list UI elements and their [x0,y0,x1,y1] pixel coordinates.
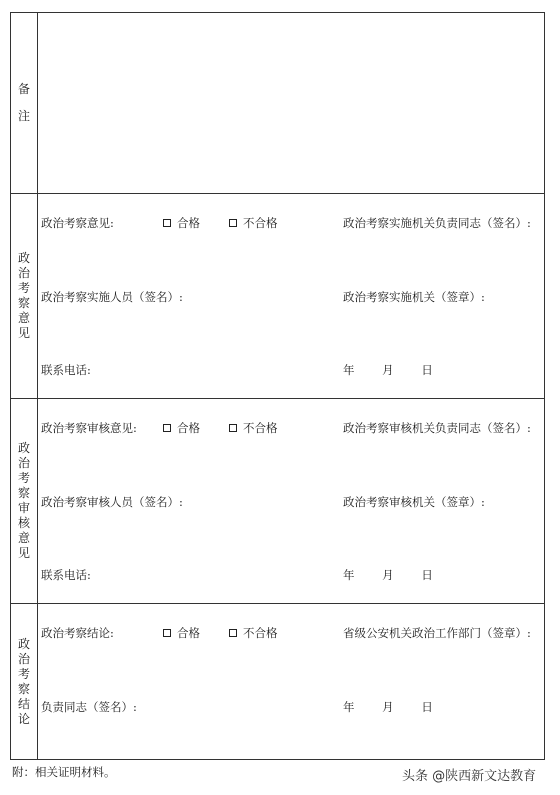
remarks-label-char: 注 [17,109,30,123]
date-day: 日 [421,363,433,377]
remarks-field[interactable] [38,13,545,194]
conclusion-fail-checkbox[interactable] [229,625,278,641]
checkbox-label: 合格 [177,216,200,230]
checkbox-icon [163,629,171,637]
attachment-footnote: 附：相关证明材料。 [12,765,116,779]
opinion-org-seal: 政治考察实施机关（签章）: [343,290,485,304]
checkbox-icon [163,424,171,432]
remarks-label-char: 备 [17,82,30,96]
date-year: 年 [343,568,355,582]
date-month: 月 [382,568,394,582]
conclusion-label [11,604,38,760]
conclusion-content [38,604,545,760]
opinion-label [11,194,38,399]
opinion-phone: 联系电话: [41,363,91,377]
conclusion-label-char: 政 [17,636,30,651]
conclusion-label-char: 治 [17,651,30,666]
watermark-text: 头条 @陕西新文达教育 [402,769,537,784]
review-fail-checkbox[interactable] [229,420,278,436]
review-label-char: 见 [17,546,30,560]
opinion-label-char: 意 [17,311,30,325]
review-label-char: 考 [17,471,30,485]
checkbox-icon [229,424,237,432]
review-pass-checkbox[interactable] [163,420,200,436]
opinion-staff-sign: 政治考察实施人员（签名）: [41,290,183,304]
opinion-label-char: 治 [17,266,30,280]
review-label [11,399,38,604]
checkbox-label: 不合格 [243,626,278,640]
opinion-pass-checkbox[interactable] [163,215,200,231]
conclusion-dept-seal: 省级公安机关政治工作部门（签章）: [343,626,531,640]
opinion-leader-sign: 政治考察实施机关负责同志（签名）: [343,216,531,230]
checkbox-icon [163,219,171,227]
opinion-heading: 政治考察意见: [41,216,114,230]
date-day: 日 [421,700,433,714]
conclusion-pass-checkbox[interactable] [163,625,200,641]
review-phone: 联系电话: [41,568,91,582]
checkbox-label: 不合格 [243,421,278,435]
opinion-row [11,194,545,399]
review-content [38,399,545,604]
review-label-char: 察 [17,486,30,500]
date-year: 年 [343,700,355,714]
date-day: 日 [421,568,433,582]
conclusion-leader-sign: 负责同志（签名）: [41,700,137,714]
opinion-content [38,194,545,399]
review-label-char: 治 [17,456,30,470]
review-leader-sign: 政治考察审核机关负责同志（签名）: [343,421,531,435]
opinion-label-char: 政 [17,251,30,265]
conclusion-label-char: 论 [17,711,30,726]
checkbox-label: 不合格 [243,216,278,230]
opinion-label-char: 考 [17,281,30,295]
review-staff-sign: 政治考察审核人员（签名）: [41,495,183,509]
conclusion-label-char: 结 [17,696,30,711]
review-org-seal: 政治考察审核机关（签章）: [343,495,485,509]
opinion-date [343,362,433,378]
political-review-form [10,12,545,760]
review-heading: 政治考察审核意见: [41,421,137,435]
date-year: 年 [343,363,355,377]
conclusion-label-char: 察 [17,681,30,696]
review-label-char: 意 [17,531,30,545]
checkbox-icon [229,219,237,227]
remarks-label [11,13,38,194]
opinion-label-char: 见 [17,326,30,340]
review-label-char: 审 [17,501,30,515]
review-row [11,399,545,604]
conclusion-date [343,699,433,715]
opinion-fail-checkbox[interactable] [229,215,278,231]
date-month: 月 [382,700,394,714]
checkbox-icon [229,629,237,637]
checkbox-label: 合格 [177,626,200,640]
opinion-label-char: 察 [17,296,30,310]
review-label-char: 核 [17,516,30,530]
review-date [343,567,433,583]
remarks-row [11,13,545,194]
conclusion-row [11,604,545,760]
date-month: 月 [382,363,394,377]
conclusion-heading: 政治考察结论: [41,626,114,640]
conclusion-label-char: 考 [17,666,30,681]
review-label-char: 政 [17,441,30,455]
checkbox-label: 合格 [177,421,200,435]
